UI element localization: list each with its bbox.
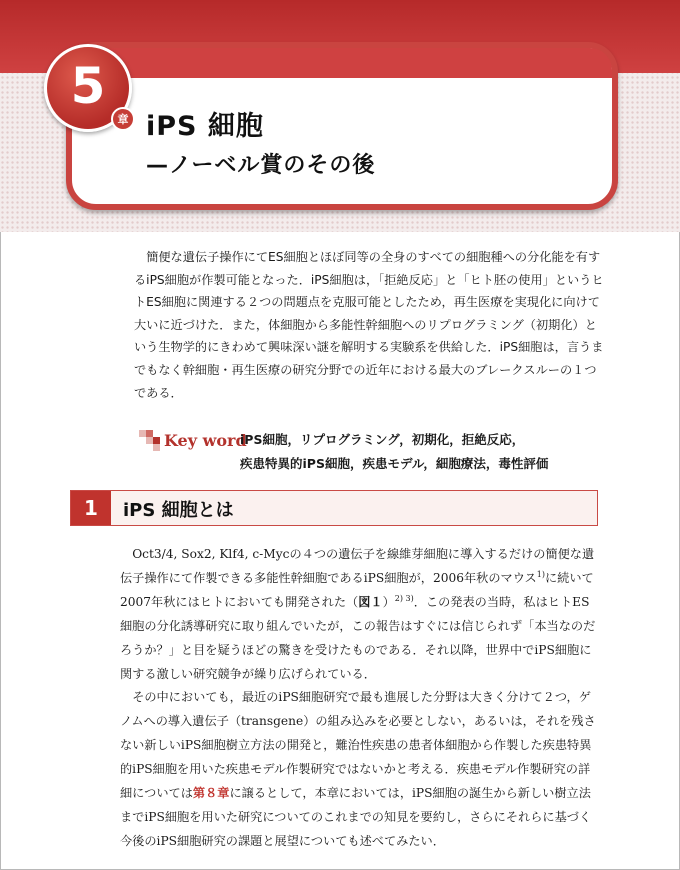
chapter-title: iPS 細胞: [146, 111, 264, 142]
section-body: [120, 543, 600, 854]
chapter-card-top-band: [72, 48, 612, 78]
body-paragraph-1: [120, 543, 600, 686]
body-text: ）: [382, 594, 395, 609]
chapter-badge: 章: [111, 107, 135, 131]
citation-ref: 2) 3): [394, 593, 414, 603]
body-text: その中においても，最近のiPS細胞研究で最も進展した分野は大きく分けて２つ，ゲノムへの導入遺伝子（transgene）の組み込みを必要としない，あるいは，それを残さない新しいiPS細胞樹立方法の開発と，難治性疾患の患者体細胞から作製した疾患特異的iPS細胞を用いた疾患モデル作製研究ではないかと考える．疾患モデル作製研究の詳細については: [120, 690, 596, 801]
keyword-squares-icon: [139, 430, 161, 450]
keyword-list: [240, 428, 610, 475]
citation-ref: 1): [536, 569, 545, 579]
keyword-label-text: Key word: [164, 430, 247, 450]
body-paragraph-2: [120, 686, 600, 853]
chapter-cross-reference[interactable]: 第８章: [192, 786, 230, 801]
body-text: に続いて2007年秋にはヒトにおいても開発された（: [120, 570, 594, 609]
figure-ref: 図１: [358, 594, 383, 609]
body-text: ．この発表の当時，私はヒトES細胞の分化誘導研究に取り組んでいたが，この報告はすぐには信じられず「本当なのだろうか？」と目を疑うほどの驚きを受けたものである．それ以降，世界中でiPS細胞に関する激しい研究競争が繰り広げられている．: [120, 594, 596, 681]
body-text: Oct3/4, Sox2, Klf4, c-Mycの４つの遺伝子を線維芽細胞に導入するだけの簡便な遺伝子操作にて作製できる多能性幹細胞であるiPS細胞が，2006年秋のマウス: [120, 547, 595, 585]
chapter-subtitle: —ノーベル賞のその後: [146, 153, 376, 178]
section-title: iPS 細胞とは: [123, 500, 234, 521]
section-heading: [70, 490, 598, 526]
keyword-line-2: 疾患特異的iPS細胞，疾患モデル，細胞療法，毒性評価: [240, 455, 549, 471]
keyword-label: [139, 429, 247, 451]
chapter-number: 5: [70, 57, 106, 115]
abstract-text: 簡便な遺伝子操作にてES細胞とほぼ同等の全身のすべての細胞種への分化能を有するiPS細胞が作製可能となった．iPS細胞は，「拒絶反応」と「ヒト胚の使用」というヒトES細胞に関連する２つの問題点を克服可能としたため，再生医療を実現化に向けて大いに近づけた．また，体細胞から多能性幹細胞へのリプログラミング（初期化）という生物学的にきわめて興味深い謎を解明する実験系を供給した．iPS細胞は，言うまでもなく幹細胞・再生医療の研究分野での近年における最大のブレークスルーの１つである．: [134, 250, 604, 400]
section-number: 1: [71, 491, 111, 525]
keyword-line-1: iPS細胞，リプログラミング，初期化，拒絶反応，: [240, 432, 525, 447]
chapter-abstract: [134, 246, 608, 404]
body-text: に譲るとして，本章においては，iPS細胞の誕生から新しい樹立法までiPS細胞を用いた研究についてのこれまでの知見を要約し，さらにそれらに基づく今後のiPS細胞研究の課題と展望についても述べてみたい．: [120, 786, 592, 848]
